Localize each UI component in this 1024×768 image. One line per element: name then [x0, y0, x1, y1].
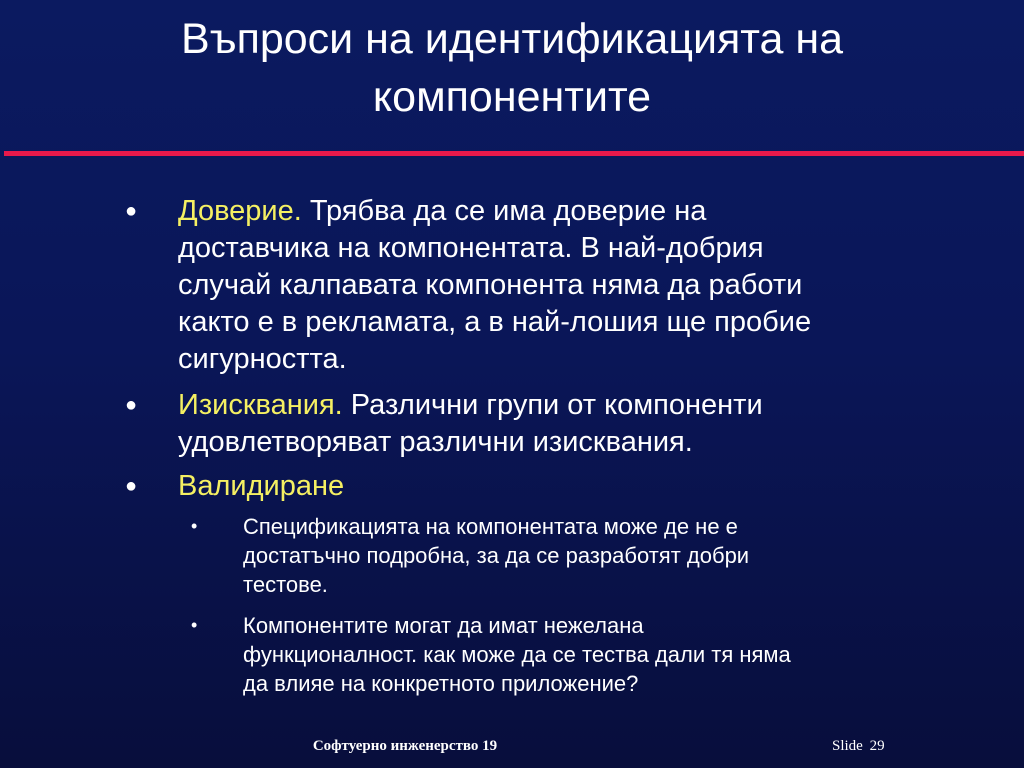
slide-title-line-1: Въпроси на идентификацията на: [181, 15, 843, 63]
bullet-dot-icon: ●: [125, 394, 138, 416]
footer-course: Софтуерно инженерство 19: [312, 738, 498, 754]
bullet-keyword: Валидиране: [178, 470, 345, 502]
sub-bullet-line: Компонентите могат да имат нежелана: [243, 613, 644, 638]
bullet-line: Различни групи от компоненти: [350, 389, 763, 421]
bullet-line: доставчика на компонентата. В най-добрия: [178, 232, 764, 264]
bullet-dot-icon: ●: [125, 200, 138, 222]
sub-bullet-line: тестове.: [243, 572, 328, 597]
bullet-line: случай калпавата компонента няма да работи: [178, 269, 803, 301]
bullet-text: [178, 387, 938, 461]
sub-bullet-line: достатъчно подробна, за да се разработят добри: [243, 543, 750, 568]
slide-label: Slide: [832, 738, 863, 754]
slide-title-line-2: компонентите: [372, 73, 652, 121]
footer-slide-number: [832, 738, 885, 755]
sub-bullet-line: Спецификацията на компонентата може де не е: [243, 514, 738, 539]
bullet-text: [178, 193, 938, 378]
slide-number: 29: [869, 738, 885, 754]
bullet-text: [178, 468, 938, 505]
bullet-line: сигурността.: [178, 343, 347, 375]
bullet-line: както е в рекламата, а в най-лошия ще пробие: [178, 306, 812, 338]
bullet-keyword: Изисквания.: [178, 389, 343, 421]
bullet-dot-icon: ●: [125, 475, 138, 497]
sub-bullet-dot-icon: •: [191, 615, 198, 635]
sub-bullet-line: функционалност. как може да се тества дали тя няма: [243, 642, 791, 667]
sub-bullet-text: [243, 611, 963, 698]
bullet-line: удовлетворяват различни изисквания.: [178, 426, 693, 458]
sub-bullet-dot-icon: •: [191, 516, 198, 536]
sub-bullet-line: да влияе на конкретното приложение?: [243, 671, 639, 696]
bullet-line: Трябва да се има доверие на: [309, 195, 707, 227]
sub-bullet-text: [243, 512, 963, 599]
bullet-keyword: Доверие.: [178, 195, 302, 227]
